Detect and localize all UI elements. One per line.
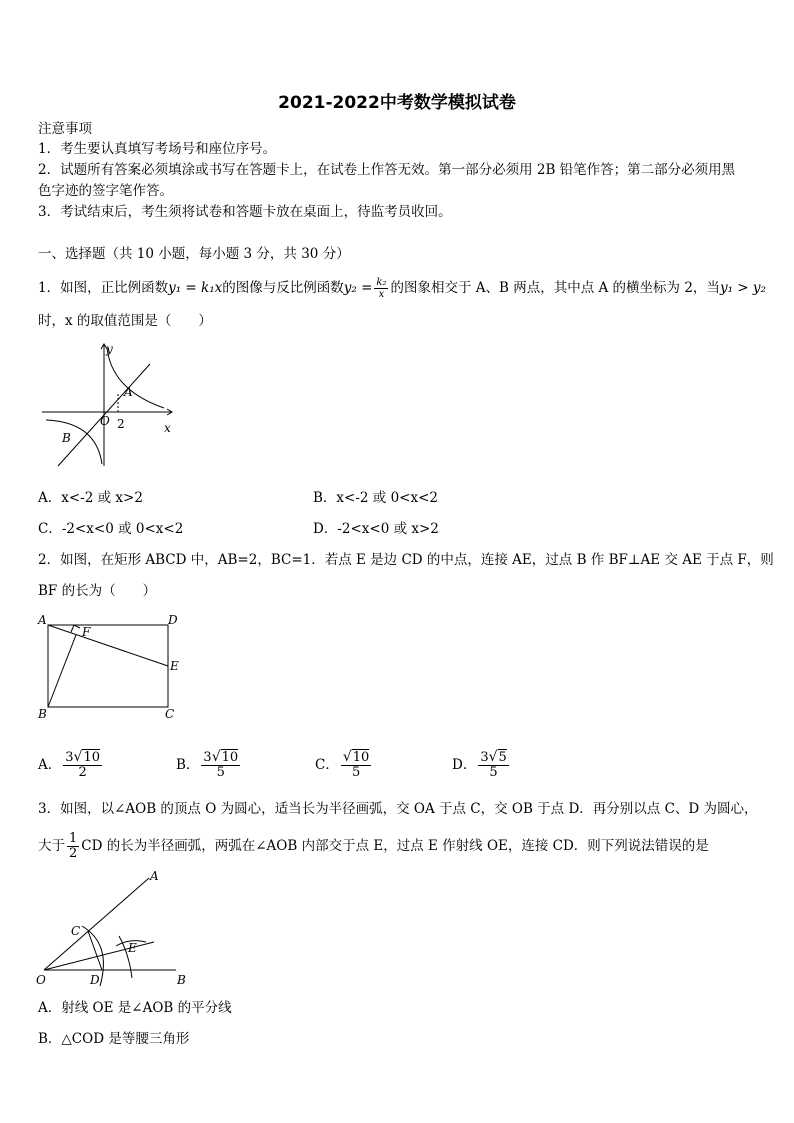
q1-x-den: x <box>378 288 385 300</box>
option-label: A． <box>38 757 62 773</box>
q1-text-1: 1．如图，正比例函数 <box>38 280 169 296</box>
q1-option-a: A．x<-2 或 x>2 <box>38 490 143 506</box>
point-d-label: D <box>90 973 100 987</box>
point-c-label: C <box>71 924 81 938</box>
numerator <box>63 750 102 766</box>
notice-item: 1．考生要认真填写考场号和座位序号。 <box>38 141 277 157</box>
q2-line-2: BF 的长为（ ） <box>38 583 157 599</box>
q2-option-a <box>38 745 104 785</box>
sqrt-icon: √ <box>342 749 352 765</box>
denominator: 5 <box>351 765 361 780</box>
q1-k2: k₂ <box>376 276 387 288</box>
q2-option-b <box>176 745 242 785</box>
q3-figure <box>34 868 194 990</box>
q1-option-c: C．-2<x<0 或 0<x<2 <box>38 521 184 537</box>
y-axis-label: y <box>106 342 113 356</box>
point-a-label: A <box>150 869 159 883</box>
denominator: 5 <box>489 765 498 780</box>
x-axis-label: x <box>164 421 171 435</box>
fraction <box>341 750 371 780</box>
q3-line-2 <box>38 828 709 864</box>
notice-item: 色字迹的签字笔作答。 <box>38 183 173 199</box>
question-2-stem: 2．如图，在矩形 ABCD 中，AB=2，BC=1．若点 E 是边 CD 的中点，连接 AE，过点 B 作 BF⊥AE 交 AE 于点 F，则 <box>38 552 774 568</box>
right-angle-mark <box>71 625 80 632</box>
q1-line-2: 时，x 的取值范围是（ ） <box>38 313 212 329</box>
fraction <box>201 750 240 780</box>
radicand: 5 <box>498 750 507 765</box>
q3-text-pre: 大于 <box>38 838 65 854</box>
q1-option-d: D．-2<x<0 或 x>2 <box>313 521 439 537</box>
option-label: D． <box>452 757 477 773</box>
denominator: 2 <box>78 765 87 780</box>
denominator: 2 <box>69 845 78 861</box>
segment-bf <box>48 635 76 707</box>
fraction <box>63 750 102 780</box>
sqrt-icon: √ <box>211 749 221 765</box>
hyperbola-branch-1 <box>107 348 164 408</box>
option-label: B． <box>176 757 200 773</box>
notice-item: 3．考试结束后，考生须将试卷和答题卡放在桌面上，待监考员收回。 <box>38 204 452 220</box>
point-f-label: F <box>82 625 91 639</box>
option-label: C． <box>315 757 339 773</box>
coefficient: 3 <box>65 750 74 765</box>
point-c-label: C <box>165 707 175 721</box>
q1-condition: y₁ > y₂ <box>719 280 766 296</box>
q3-text-post: CD 的长为半径画弧，两弧在∠AOB 内部交于点 E，过点 E 作射线 OE，连接 CD．则下列说法错误的是 <box>81 838 709 854</box>
radicand: 10 <box>83 750 100 765</box>
rectangle-abcd <box>48 625 168 707</box>
q1-inverse-fraction <box>374 277 388 300</box>
point-b-label: B <box>177 973 186 987</box>
point-b-label: B <box>62 431 71 445</box>
point-b-label: B <box>38 707 47 721</box>
tick-2-label: 2 <box>117 417 125 431</box>
fraction <box>478 750 508 780</box>
point-a-label: A <box>38 613 47 627</box>
q2-figure <box>36 610 186 722</box>
q1-direct-function: y₁ = k₁x <box>168 280 223 296</box>
q1-inverse-lhs: y₂ = <box>343 280 373 296</box>
coefficient: 3 <box>480 750 489 765</box>
point-e-label: E <box>128 941 137 955</box>
q1-figure <box>38 338 188 473</box>
page-title: 2021-2022中考数学模拟试卷 <box>278 93 516 113</box>
numerator: 1 <box>69 830 78 846</box>
coefficient: 3 <box>203 750 212 765</box>
sqrt-icon: √ <box>488 749 498 765</box>
q2-option-d <box>452 745 511 785</box>
numerator <box>478 750 508 766</box>
numerator <box>201 750 240 766</box>
notice-heading: 注意事项 <box>38 121 92 137</box>
q3-option-a: A．射线 OE 是∠AOB 的平分线 <box>38 1000 232 1016</box>
point-a-label: A <box>124 385 133 399</box>
point-d-label: D <box>168 613 178 627</box>
numerator <box>341 750 371 766</box>
radicand: 10 <box>352 750 370 765</box>
section-heading: 一、选择题（共 10 小题，每小题 3 分，共 30 分） <box>38 246 350 262</box>
q3-option-b: B．△COD 是等腰三角形 <box>38 1031 190 1047</box>
question-1-stem <box>38 274 766 302</box>
q1-option-b: B．x<-2 或 0<x<2 <box>313 490 438 506</box>
denominator: 5 <box>216 765 225 780</box>
question-3-stem: 3．如图，以∠AOB 的顶点 O 为圆心，适当长为半径画弧，交 OA 于点 C，交 OB 于点 D．再分别以点 C、D 为圆心， <box>38 801 758 817</box>
q1-text-3: 的图象相交于 A、B 两点，其中点 A 的横坐标为 2，当 <box>390 280 720 296</box>
q2-option-c <box>315 745 373 785</box>
q1-text-2: 的图像与反比例函数 <box>222 280 344 296</box>
point-o-label: O <box>36 973 46 987</box>
notice-item: 2．试题所有答案必须填涂或书写在答题卡上，在试卷上作答无效。第一部分必须用 2B 铅笔作答；第二部分必须用黑 <box>38 162 736 178</box>
radicand: 10 <box>221 750 239 765</box>
point-e-label: E <box>170 659 179 673</box>
sqrt-icon: √ <box>73 749 83 765</box>
half-fraction <box>67 832 79 861</box>
origin-label: O <box>100 414 110 428</box>
